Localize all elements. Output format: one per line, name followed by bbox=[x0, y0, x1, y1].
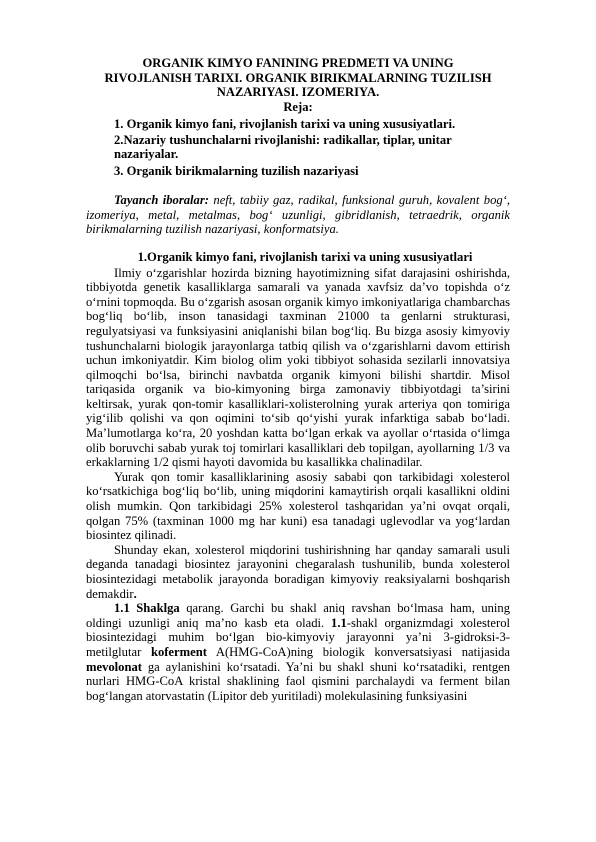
paragraph: Ilmiy o‘zgarishlar hozirda bizning hayotimizning sifat darajasini oshirishda, tibbiyotda genetik kasalliklarga samarali va yanada xavfsiz da’vo topishda o‘z o‘rnini topmoqda. Bu o‘zgarish asosan organik kimyo imkoniyatlariga chambarchas bog‘liq bo‘lib, inson tanasidagi taxminan 21000 ta genlarni strukturasi, regulyatsiyasi va funksiyasini aniqlanishi bilan bog‘liq. Bu bizga asosiy kimyoviy tushunchalarni biologik jarayonlarga tatbiq qilish va o‘zgarishlarni davom ettirish uchun imkoniyatdir. Kim biolog olim yoki tibbiyot sohasida sezilarli innovatsiya qilmoqchi bo‘lsa, birinchi navbatda organik kimyoni bilishi shartdir. Misol tariqasida organik va bio-kimyoning birga zamonaviy tibbiyotdagi ta’sirini keltirsak, yurak qon-tomir kasalliklari-xolisterolning yurak arteriya qon tomiriga yig‘ilib qolishi va qon oqimini to‘sib qo‘yishi yurak infarktiga sabab bo‘ladi. Ma’lumotlarga ko‘ra, 20 yoshdan katta bo‘lgan erkak va ayollar o‘rtasida o‘limga olib boruvchi sabab yurak toj tomirlari kasalliklari deb topilgan, ayollarning 1/3 va erkaklarning 1/2 qismi hayoti davomida bu kasallikka chalinadilar. bbox=[86, 265, 511, 470]
term-koferment: koferment bbox=[150, 644, 207, 659]
title-line: NAZARIYASI. IZOMERIYA. bbox=[216, 85, 380, 100]
keywords-label: Tayanch iboralar: bbox=[114, 193, 209, 208]
section-heading: 1.Organik kimyo fani, rivojlanish tarixi va uning xususiyatlari bbox=[137, 249, 473, 264]
paragraph-text: ga aylanishini ko‘rsatadi. Ya’ni bu shakl shuni ko‘rsatadiki, rentgen nurlari HMG-CoA kristal shaklining faol qismini parchalaydi va ferment bilan bog‘langan atorvastatin (Lipitor deb yuritiladi) molekulasining funksiyasini bbox=[86, 659, 510, 703]
paragraph bbox=[86, 543, 510, 601]
paragraph-end: . bbox=[133, 586, 137, 601]
document-page bbox=[86, 56, 510, 703]
keywords-paragraph bbox=[86, 193, 510, 237]
paragraph-text: A(HMG-CoA)ning biologik konversatsiyasi natijasida bbox=[206, 644, 510, 659]
paragraph-text: Shunday ekan, xolesterol miqdorini tushirishning har qanday samarali usuli deganda tanadagi biosintez jarayonini chegaralash tushunilib, bunda xolesterol biosintezidagi metabolik jarayonda boradigan kimyoviy reaksiyalarni boshqarish demakdir bbox=[86, 542, 510, 601]
plan-label: Reja: bbox=[283, 99, 313, 114]
plan-item: 2.Nazariy tushunchalarni rivojlanishi: radikallar, tiplar, unitar nazariyalar. bbox=[114, 132, 452, 162]
plan-item: 1. Organik kimyo fani, rivojlanish tarixi va uning xususiyatlari. bbox=[114, 116, 456, 131]
paragraph: Yurak qon tomir kasalliklarining asosiy sababi qon tarkibidagi xolesterol ko‘rsatkichiga bog‘liq bo‘lib, uning miqdorini kamaytirish orqali kasallikni oldini olish mumkin. Qon tarkibidagi 25% xolesterol tashqaridan ya’ni ovqat orqali, qolgan 75% (taxminan 1000 mg har kuni) esa tanadagi uglevodlar va yog‘lardan biosintez qilinadi. bbox=[86, 469, 510, 543]
plan-item: 3. Organik birikmalarning tuzilish nazariyasi bbox=[114, 163, 359, 178]
term-mevolonat: mevolonat bbox=[86, 659, 142, 674]
plan-list bbox=[86, 117, 510, 178]
paragraph-text: qarang. Garchi bu shakl aniq ravshan bo‘lmasa ham, uning oldingi uzunligi aniq ma’no kasb eta oladi. bbox=[86, 601, 511, 630]
keywords-text: neft, tabiiy gaz, radikal, funksional guruh, kovalent bog‘, izomeriya, metal, metalmas, bog‘ uzunligi, gibridlanish, tetraedrik, organik birikmalarning tuzilish nazariyasi, konformatsiya. bbox=[86, 193, 510, 237]
paragraph bbox=[86, 601, 510, 703]
title-line: RIVOJLANISH TARIXI. ORGANIK BIRIKMALARNING TUZILISH bbox=[104, 70, 492, 85]
document-title bbox=[86, 56, 510, 100]
paragraph-text: -shakl organizmdagi xolesterol biosintezidagi muhim bo‘lgan bio-kimyoviy jarayonni ya’ni 3-gidroksi-3-metilglutar bbox=[86, 615, 511, 659]
figure-reference: 1.1 Shaklga bbox=[114, 601, 180, 616]
figure-reference: 1.1 bbox=[331, 615, 347, 630]
title-line: ORGANIK KIMYO FANINING PREDMETI VA UNING bbox=[142, 56, 454, 70]
